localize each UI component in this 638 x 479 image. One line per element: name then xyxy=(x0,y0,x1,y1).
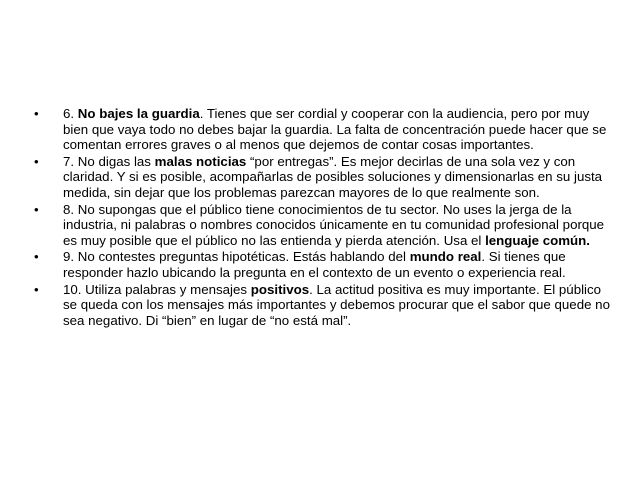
bold-phrase: positivos xyxy=(250,281,310,297)
bullet-dot-icon: • xyxy=(34,106,39,121)
bold-phrase: lenguaje común. xyxy=(485,232,590,248)
bold-phrase: No bajes la guardia xyxy=(77,106,200,121)
bold-phrase: malas noticias xyxy=(154,153,247,169)
text-segment: 10. Utiliza palabras y mensajes xyxy=(63,281,251,297)
bullet-text xyxy=(63,282,610,328)
bullet-dot-icon: • xyxy=(34,153,39,169)
text-segment: 8. No supongas que el público tiene conocimientos de tu sector. No uses la jerga de la industria, ni palabras o nombres conocidos únicamente en tu comunidad profesional porque es muy posible que el público no las entienda y pierda atención. Usa el xyxy=(63,201,605,248)
bullet-text xyxy=(63,249,566,280)
bullet-dot-icon: • xyxy=(34,201,39,217)
bullet-dot-icon: • xyxy=(34,281,39,297)
bullet-text xyxy=(63,106,606,152)
text-segment: . Tienes que ser cordial y cooperar con la audiencia, pero por muy bien que vaya todo no debes bajar la guardia. La falta de concentración puede hacer que se comentan errores graves o al menos que dejemos de contar cosas importantes. xyxy=(63,106,607,153)
bullet-text xyxy=(63,154,602,200)
bold-phrase: mundo real xyxy=(409,249,482,265)
bullet-item-10 xyxy=(34,282,618,329)
bullet-item-6 xyxy=(34,106,618,153)
text-segment: 7. No digas las xyxy=(63,153,155,169)
bullet-item-9 xyxy=(34,249,618,280)
bullet-item-7 xyxy=(34,154,618,201)
bullet-text xyxy=(63,202,604,248)
text-segment: . La actitud positiva es muy importante. El público se queda con los mensajes más importantes y debemos procurar que el sabor que quede no sea negativo. Di “bien” en lugar de “no está mal”. xyxy=(63,281,610,328)
bullet-dot-icon: • xyxy=(34,249,39,265)
text-segment: “por entregas”. Es mejor decirlas de una sola vez y con claridad. Y si es posible, acompañarlas de posibles soluciones y dimensionarlas en su justa medida, sin dejar que los problemas parezcan mayores de lo que realmente son. xyxy=(63,153,603,200)
bullet-item-8 xyxy=(34,202,618,249)
text-segment: 6. xyxy=(63,106,78,121)
text-segment: 9. No contestes preguntas hipotéticas. Estás hablando del xyxy=(63,249,410,265)
tips-bullet-list xyxy=(34,106,618,328)
text-segment: . Si tienes que responder hazlo ubicando la pregunta en el contexto de un evento o experiencia real. xyxy=(63,249,566,280)
